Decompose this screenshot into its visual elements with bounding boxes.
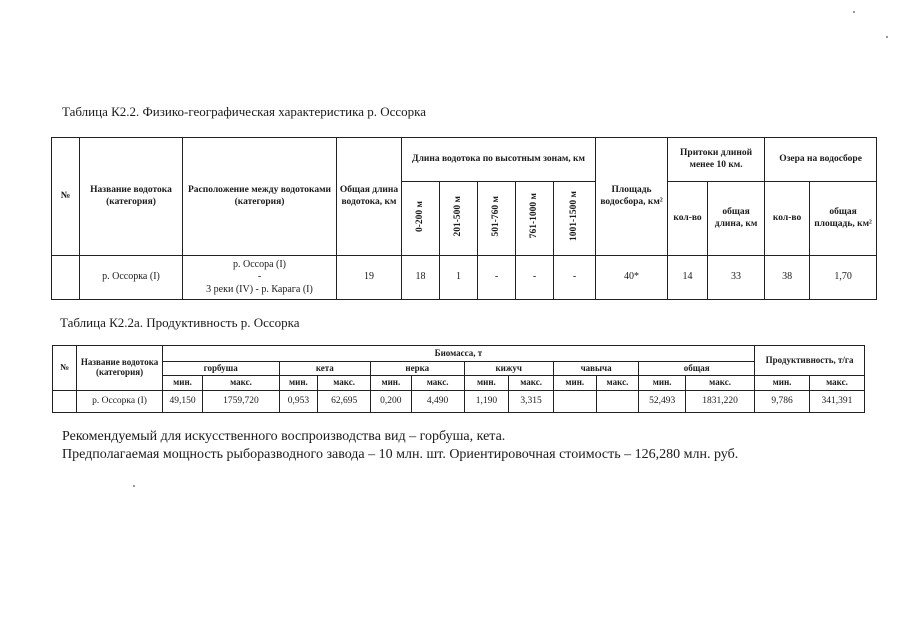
basin-area-label: Площадь водосбора, км² bbox=[600, 184, 663, 207]
col-name-header: Название водотока (категория) bbox=[77, 346, 162, 391]
species-header: нерка bbox=[371, 362, 464, 376]
tributaries-header: Притоки длиной менее 10 км. bbox=[668, 138, 765, 182]
species-header: кета bbox=[279, 362, 370, 376]
row-total-length-cell: 19 bbox=[337, 256, 402, 300]
zone-label: 761-1000 м bbox=[528, 193, 539, 239]
col-number-header: № bbox=[52, 138, 80, 256]
zone-cell: 1 bbox=[440, 256, 478, 300]
scan-speck bbox=[886, 36, 888, 38]
species-header: общая bbox=[639, 362, 755, 376]
zone-label: 1001-1500 м bbox=[568, 191, 579, 242]
lakes-count-cell: 38 bbox=[765, 256, 810, 300]
zone-header bbox=[516, 182, 554, 256]
max-header: макс. bbox=[509, 376, 554, 390]
zone-cell: - bbox=[516, 256, 554, 300]
biomass-cell: 4,490 bbox=[411, 390, 464, 412]
species-header: кижуч bbox=[464, 362, 553, 376]
location-bottom: 3 реки (IV) - р. Карага (I) bbox=[206, 283, 313, 295]
zone-header bbox=[478, 182, 516, 256]
biomass-cell bbox=[596, 390, 639, 412]
row-number-cell bbox=[53, 390, 77, 412]
col-name-header: Название водотока (категория) bbox=[80, 138, 183, 256]
zone-header bbox=[440, 182, 478, 256]
min-header: мин. bbox=[639, 376, 686, 390]
col-total-length-header: Общая длина водотока, км bbox=[337, 138, 402, 256]
col-location-header: Расположение между водотоками (категория) bbox=[183, 138, 337, 256]
row-name-cell: р. Оссорка (I) bbox=[77, 390, 162, 412]
productivity-cell: 9,786 bbox=[755, 390, 810, 412]
min-header: мин. bbox=[755, 376, 810, 390]
max-header: макс. bbox=[809, 376, 864, 390]
lakes-area-header: общая площадь, км² bbox=[810, 182, 877, 256]
zone-cell: - bbox=[554, 256, 596, 300]
zone-header bbox=[402, 182, 440, 256]
row-number-cell bbox=[52, 256, 80, 300]
biomass-cell bbox=[553, 390, 596, 412]
zone-cell: - bbox=[478, 256, 516, 300]
table1-caption: Таблица К2.2. Физико-географическая характеристика р. Оссорка bbox=[62, 104, 427, 119]
trib-length-header: общая длина, км bbox=[708, 182, 765, 256]
biomass-cell: 62,695 bbox=[318, 390, 371, 412]
capacity-text: Предполагаемая мощность рыборазводного завода – 10 млн. шт. Ориентировочная стоимость – 126,280 млн. руб. bbox=[62, 447, 739, 462]
zone-label: 0-200 м bbox=[414, 200, 425, 232]
biomass-cell: 1,190 bbox=[464, 390, 509, 412]
biomass-cell: 3,315 bbox=[509, 390, 554, 412]
scan-speck bbox=[133, 485, 135, 487]
lakes-header: Озера на водосборе bbox=[765, 138, 877, 182]
trib-count-header: кол-во bbox=[668, 182, 708, 256]
max-header: макс. bbox=[596, 376, 639, 390]
col-number-header: № bbox=[53, 346, 77, 391]
species-header: чавыча bbox=[553, 362, 638, 376]
productivity-header: Продуктивность, т/га bbox=[755, 346, 865, 376]
lakes-area-cell: 1,70 bbox=[810, 256, 877, 300]
biomass-cell: 0,200 bbox=[371, 390, 412, 412]
max-header: макс. bbox=[318, 376, 371, 390]
table2-caption: Таблица К2.2а. Продуктивность р. Оссорка bbox=[60, 315, 300, 330]
physical-geography-table bbox=[51, 137, 877, 300]
zone-header bbox=[554, 182, 596, 256]
biomass-header: Биомасса, т bbox=[162, 346, 754, 362]
min-header: мин. bbox=[553, 376, 596, 390]
row-name-cell: р. Оссорка (I) bbox=[80, 256, 183, 300]
biomass-cell: 52,493 bbox=[639, 390, 686, 412]
min-header: мин. bbox=[371, 376, 412, 390]
trib-count-cell: 14 bbox=[668, 256, 708, 300]
max-header: макс. bbox=[411, 376, 464, 390]
min-header: мин. bbox=[464, 376, 509, 390]
location-separator: - bbox=[257, 271, 262, 283]
biomass-cell: 1759,720 bbox=[203, 390, 279, 412]
scan-speck bbox=[853, 11, 855, 13]
min-header: мин. bbox=[162, 376, 203, 390]
max-header: макс. bbox=[203, 376, 279, 390]
table-row bbox=[53, 390, 865, 412]
biomass-cell: 1831,220 bbox=[686, 390, 755, 412]
location-top: р. Оссора (I) bbox=[232, 258, 287, 270]
zone-label: 501-760 м bbox=[490, 195, 501, 237]
zone-label: 201-500 м bbox=[452, 195, 463, 237]
biomass-cell: 0,953 bbox=[279, 390, 318, 412]
zone-cell: 18 bbox=[402, 256, 440, 300]
row-location-cell bbox=[183, 256, 337, 300]
col-basin-area-header bbox=[596, 138, 668, 256]
lakes-count-header: кол-во bbox=[765, 182, 810, 256]
altitude-zones-header: Длина водотока по высотным зонам, км bbox=[402, 138, 596, 182]
species-header: горбуша bbox=[162, 362, 279, 376]
basin-area-cell: 40* bbox=[596, 256, 668, 300]
min-header: мин. bbox=[279, 376, 318, 390]
recommendation-text: Рекомендуемый для искусственного воспроизводства вид – горбуша, кета. bbox=[62, 429, 506, 444]
table-row bbox=[52, 256, 877, 300]
max-header: макс. bbox=[686, 376, 755, 390]
productivity-cell: 341,391 bbox=[809, 390, 864, 412]
productivity-table bbox=[52, 345, 865, 413]
trib-length-cell: 33 bbox=[708, 256, 765, 300]
biomass-cell: 49,150 bbox=[162, 390, 203, 412]
